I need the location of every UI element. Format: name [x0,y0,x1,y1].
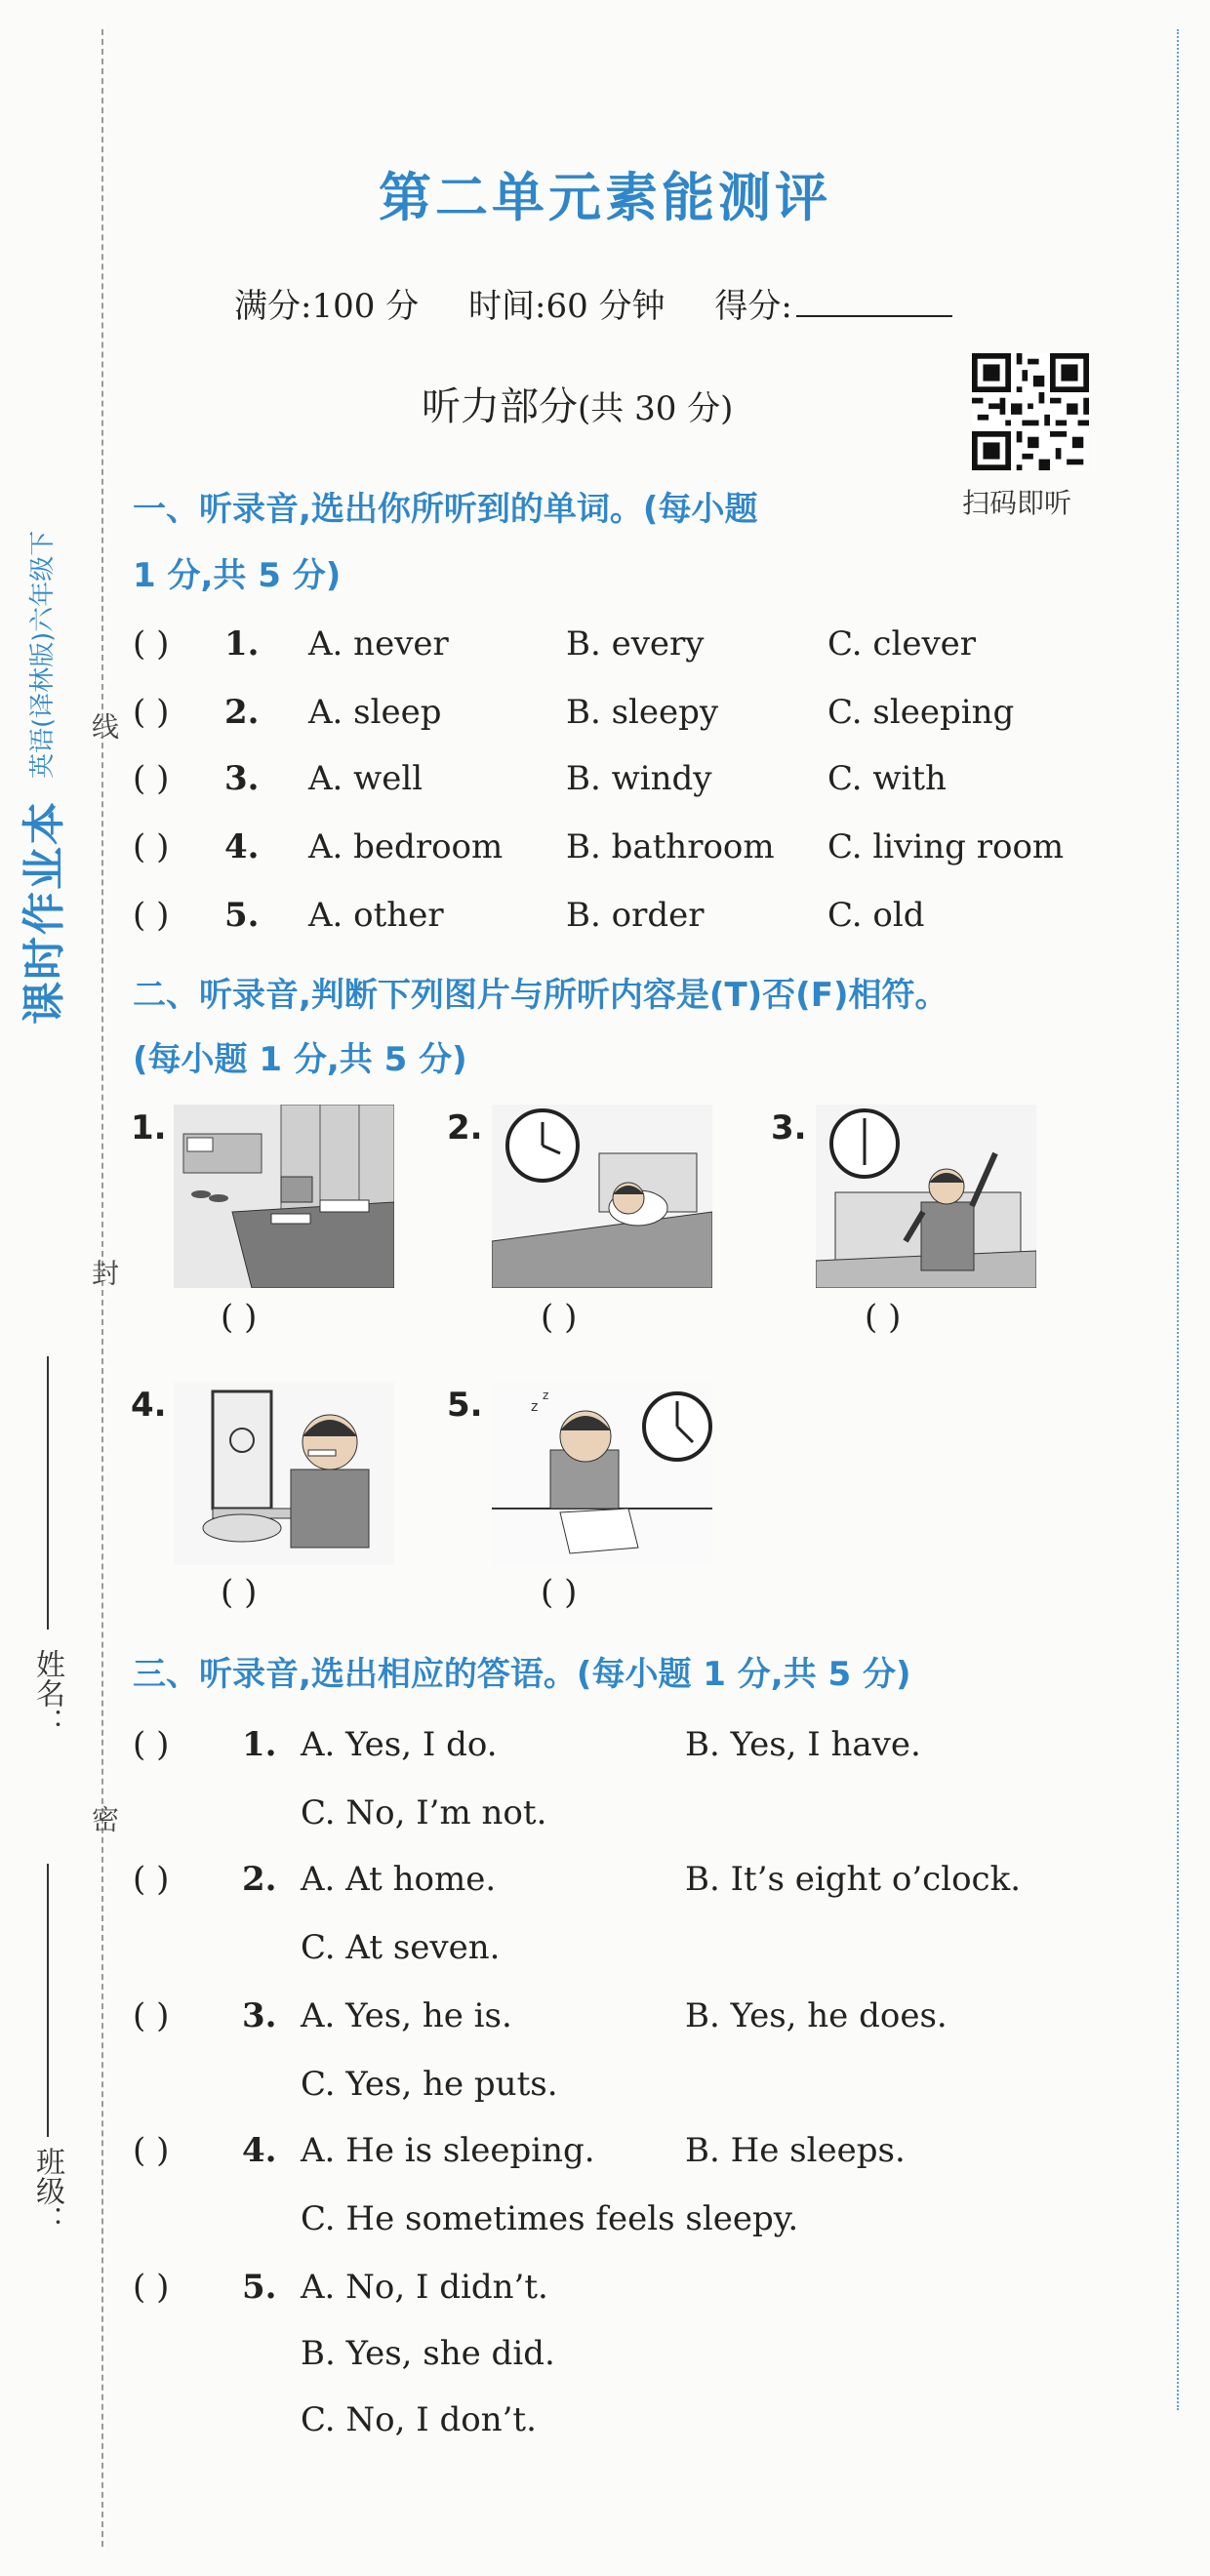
answer-bracket[interactable]: ( ) [133,2268,170,2307]
option-a: A. bedroom [308,827,504,866]
question-number: 1. [242,1725,277,1764]
question-number: 5. [242,2268,277,2307]
question-number: 1. [224,624,260,664]
answer-bracket[interactable]: ( ) [541,1573,578,1612]
answer-bracket[interactable]: ( ) [865,1298,902,1337]
option-b: B. Yes, I have. [685,1725,921,1764]
cut-mark-xian: 线 [88,712,120,740]
answer-bracket[interactable]: ( ) [133,1996,170,2035]
full-score: 满分:100 分 [234,287,420,326]
boy-brushing-teeth-icon [174,1382,394,1565]
answer-bracket[interactable]: ( ) [133,896,170,935]
cut-mark-feng: 封 [88,1259,120,1286]
option-a: A. At home. [301,1860,497,1899]
option-c: C. He sometimes feels sleepy. [301,2199,799,2238]
score-label: 得分: [714,287,792,326]
option-c: C. with [827,759,947,798]
cut-line-dashed [101,29,103,2547]
option-a: A. other [308,896,444,935]
option-b: B. It’s eight o’clock. [685,1860,1022,1899]
listening-heading: 听力部分(共 30 分) [422,384,734,429]
boy-sleeping-clock-icon [492,1105,712,1288]
book-spine-label [6,420,74,1025]
option-b: B. He sleeps. [685,2131,906,2170]
option-b: B. sleepy [566,693,719,732]
answer-bracket[interactable]: ( ) [133,624,170,664]
answer-bracket[interactable]: ( ) [133,759,170,798]
name-label: 姓名： [30,1649,64,1737]
section3-title: 三、听录音,选出相应的答语。(每小题 1 分,共 5 分) [133,1655,911,1694]
page-title: 第二单元素能测评 [379,167,831,228]
option-a: A. Yes, I do. [301,1725,498,1764]
section1-title-line2: 1 分,共 5 分) [133,556,342,595]
option-c: C. old [827,896,925,935]
qr-code-icon[interactable] [972,353,1089,470]
option-b: B. Yes, he does. [685,1996,948,2035]
right-margin-dotted [1177,29,1179,2410]
option-c: C. clever [827,624,977,664]
score-info [234,279,991,327]
answer-bracket[interactable]: ( ) [133,693,170,732]
class-label: 班级： [30,2147,64,2234]
option-b: B. Yes, she did. [301,2334,555,2373]
qr-caption: 扫码即听 [962,487,1072,519]
answer-bracket[interactable]: ( ) [133,2131,170,2170]
picture-number: 2. [447,1108,483,1147]
answer-bracket[interactable]: ( ) [133,1725,170,1764]
picture-number: 4. [131,1386,167,1425]
option-b: B. order [566,896,705,935]
section1-title-line1: 一、听录音,选出你所听到的单词。(每小题 [133,490,758,529]
question-number: 2. [224,693,260,732]
section2-title-line1: 二、听录音,判断下列图片与所听内容是(T)否(F)相符。 [133,976,948,1015]
question-number: 5. [224,896,260,935]
question-number: 3. [242,1996,277,2035]
option-b: B. bathroom [566,827,775,866]
picture-number: 5. [447,1386,483,1425]
answer-bracket[interactable]: ( ) [541,1298,578,1337]
option-a: A. well [308,759,424,798]
svg-text:z: z [543,1389,549,1402]
option-c: C. sleeping [827,693,1015,732]
book-subtitle: 英语(译林版)六年级下 [27,530,58,779]
picture-number: 3. [771,1108,807,1147]
answer-bracket[interactable]: ( ) [221,1573,258,1612]
picture-number: 1. [131,1108,167,1147]
boy-sleepy-homework-clock-icon [492,1382,712,1565]
brand-name: 课时作业本 [20,800,69,1025]
option-c: C. No, I don’t. [301,2400,537,2439]
section2-title-line2: (每小题 1 分,共 5 分) [133,1040,467,1079]
option-c: C. living room [827,827,1065,866]
option-c: C. At seven. [301,1928,501,1967]
option-b: B. every [566,624,705,664]
question-number: 2. [242,1860,277,1899]
time-limit: 时间:60 分钟 [467,287,666,326]
option-a: A. He is sleeping. [301,2131,595,2170]
question-number: 4. [224,827,260,866]
question-number: 4. [242,2131,277,2170]
answer-bracket[interactable]: ( ) [221,1298,258,1337]
class-blank[interactable] [47,1864,49,2137]
option-a: A. never [308,624,449,664]
option-a: A. Yes, he is. [301,1996,512,2035]
answer-bracket[interactable]: ( ) [133,827,170,866]
option-c: C. No, I’m not. [301,1793,547,1832]
option-a: A. No, I didn’t. [301,2268,548,2307]
score-blank[interactable] [796,315,952,317]
svg-text:z: z [531,1399,539,1415]
boy-waking-up-clock-icon [816,1105,1036,1288]
bedroom-desk-icon [174,1105,394,1288]
option-a: A. sleep [308,693,442,732]
question-number: 3. [224,759,260,798]
listening-points: (共 30 分) [578,389,734,428]
answer-bracket[interactable]: ( ) [133,1860,170,1899]
name-blank[interactable] [47,1356,49,1630]
cut-mark-mi: 密 [88,1805,120,1832]
option-c: C. Yes, he puts. [301,2065,558,2104]
option-b: B. windy [566,759,712,798]
